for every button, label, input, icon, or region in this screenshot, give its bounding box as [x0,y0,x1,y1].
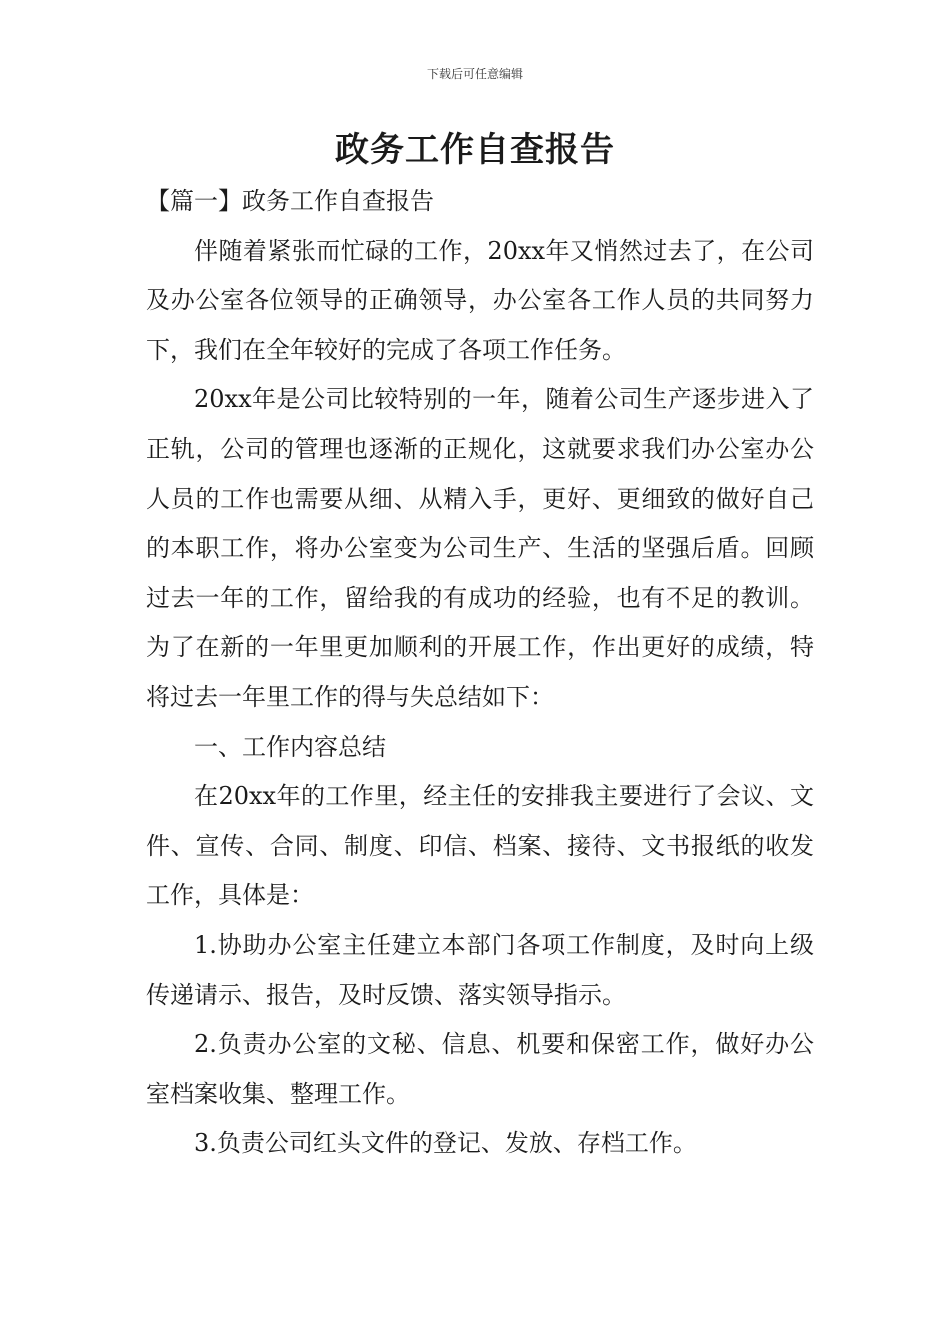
paragraph-intro: 伴随着紧张而忙碌的工作，20xx年又悄然过去了，在公司及办公室各位领导的正确领导，办公室各工作人员的共同努力下，我们在全年较好的完成了各项工作任务。 [146,236,814,364]
document-title: 政务工作自查报告 [335,130,615,170]
section-heading: 【篇一】政务工作自查报告 [146,187,434,215]
paragraph-work-scope: 在20xx年的工作里，经主任的安排我主要进行了会议、文件、宣传、合同、制度、印信、档案、接待、文书报纸的收发工作，具体是： [146,782,814,910]
download-note: 下载后可任意编辑 [426,67,523,81]
subsection-heading: 一、工作内容总结 [194,732,386,761]
document-body [146,177,814,1169]
list-item-1: 1.协助办公室主任建立本部门各项工作制度，及时向上级传递请示、报告，及时反馈、落实领导指示。 [146,930,814,1009]
list-item-2: 2.负责办公室的文秘、信息、机要和保密工作，做好办公室档案收集、整理工作。 [146,1030,814,1108]
list-item-3: 3.负责公司红头文件的登记、发放、存档工作。 [194,1129,697,1158]
paragraph-background: 20xx年是公司比较特别的一年，随着公司生产逐步进入了正轨，公司的管理也逐渐的正规化，这就要求我们办公室办公人员的工作也需要从细、从精入手，更好、更细致的做好自己的本职工作，将办公室变为公司生产、生活的坚强后盾。回顾过去一年的工作，留给我的有成功的经验，也有不足的教训。为了在新的一年里更加顺利的开展工作，作出更好的成绩，特将过去一年里工作的得与失总结如下： [146,385,814,711]
